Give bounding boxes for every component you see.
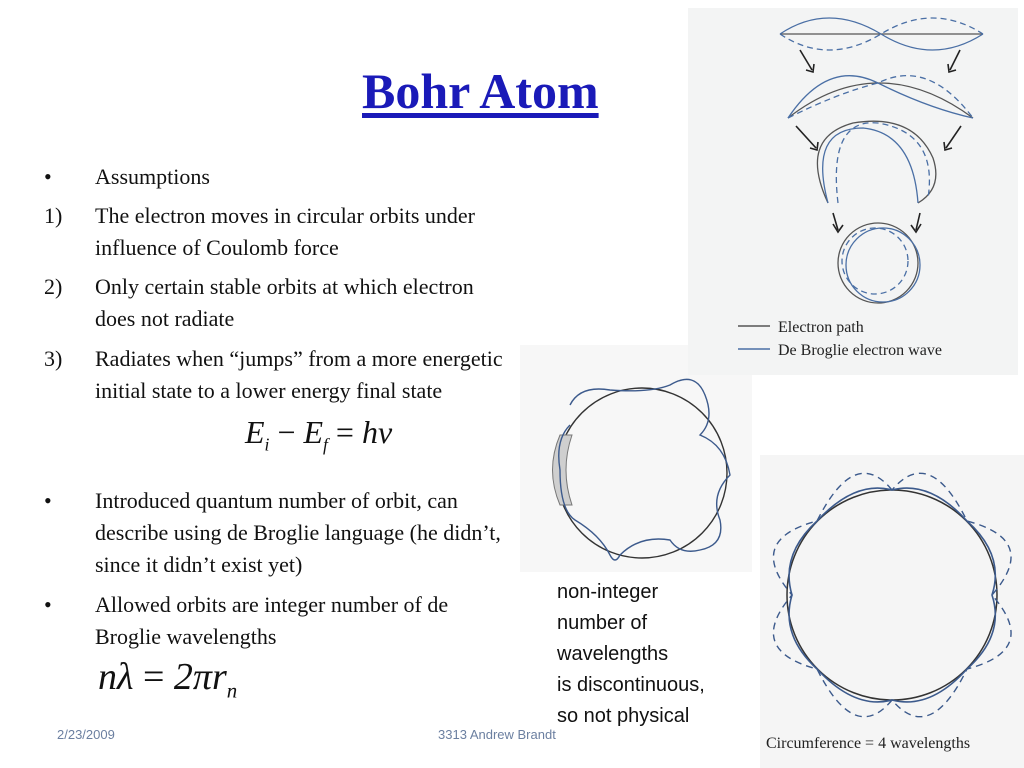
note-line: wavelengths xyxy=(557,643,669,665)
note-line: non-integer xyxy=(557,581,659,603)
list-item-2 xyxy=(44,271,524,335)
legend-electron-path: Electron path xyxy=(778,319,864,336)
list-text: The electron moves in circular orbits under influence of Coulomb force xyxy=(95,203,475,260)
list-item-1 xyxy=(44,200,524,264)
non-integer-orbit-figure xyxy=(520,345,752,572)
list-text: Radiates when “jumps” from a more energetic initial state to a lower energy final state xyxy=(95,346,503,403)
list-text: Allowed orbits are integer number of de Broglie wavelengths xyxy=(95,592,449,649)
note-line: is discontinuous, xyxy=(557,674,705,696)
list-text: Only certain stable orbits at which electron does not radiate xyxy=(95,274,474,331)
list-text: Introduced quantum number of orbit, can describe using de Broglie language (he didn’t, since it didn’t exist yet) xyxy=(95,488,501,577)
list-marker: 3) xyxy=(44,346,63,371)
list-item-quantum-number xyxy=(44,485,524,581)
list-marker: • xyxy=(44,592,52,617)
orbit-equation: $n\lambda = 2\pi r_n$ xyxy=(98,656,238,703)
list-marker: 2) xyxy=(44,274,63,299)
integer-orbit-figure xyxy=(760,455,1024,768)
footer-course: 3313 Andrew Brandt xyxy=(438,727,556,742)
slide-title: Bohr Atom xyxy=(362,63,599,119)
note-line: number of xyxy=(557,612,648,634)
list-item-3 xyxy=(44,343,524,407)
list-marker: • xyxy=(44,488,52,513)
energy-equation: $E_i - E_f$ = hv xyxy=(245,414,393,455)
list-marker: • xyxy=(44,164,52,189)
figure-caption: Circumference = 4 wavelengths xyxy=(766,735,971,752)
non-integer-note xyxy=(557,577,757,732)
standing-wave-figure xyxy=(688,8,1018,375)
note-line: so not physical xyxy=(557,705,690,727)
legend-de-broglie-wave: De Broglie electron wave xyxy=(778,342,942,359)
footer-date: 2/23/2009 xyxy=(57,727,115,742)
list-item-assumptions xyxy=(44,161,524,193)
list-marker: 1) xyxy=(44,203,63,228)
list-item-allowed-orbits xyxy=(44,589,524,653)
list-text: Assumptions xyxy=(95,164,210,189)
